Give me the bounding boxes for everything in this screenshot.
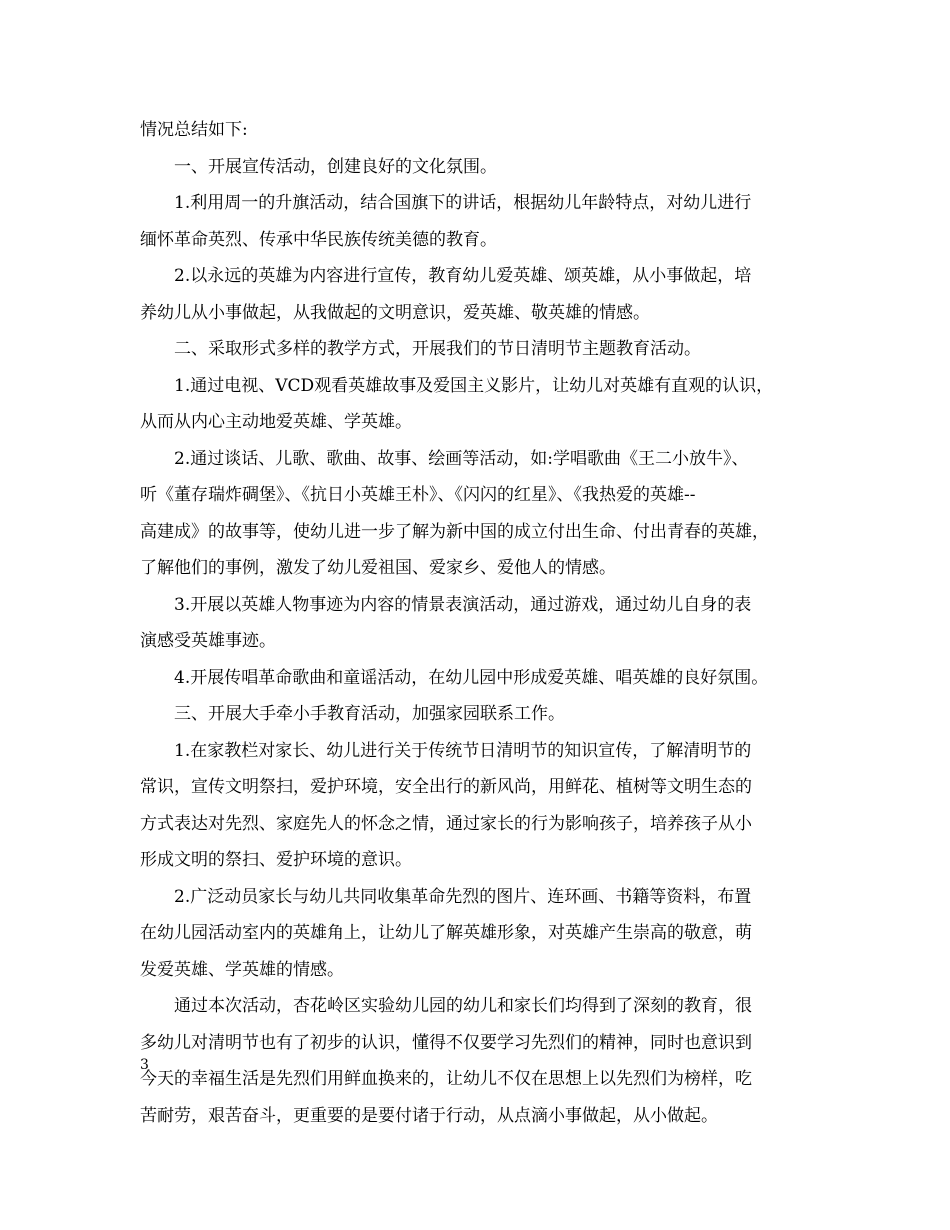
text-line: 2.广泛动员家长与幼儿共同收集革命先烈的图片、连环画、书籍等资料，布置 [174,886,752,907]
text-line: 高建成》的故事等，使幼儿进一步了解为新中国的成立付出生命、付出青春的英雄， [140,521,769,542]
text-line: 缅怀革命英烈、传承中华民族传统美德的教育。 [140,229,497,250]
text-line: 1.通过电视、VCD观看英雄故事及爱国主义影片，让幼儿对英雄有直观的认识， [174,375,774,396]
text-line: 常识，宣传文明祭扫，爱护环境，安全出行的新风尚，用鲜花、植树等文明生态的 [140,777,752,797]
text-line: 方式表达对先烈、家庭先人的怀念之情，通过家长的行为影响孩子，培养孩子从小 [140,813,752,834]
text-line: 演感受英雄事迹。 [140,631,276,651]
text-line: 形成文明的祭扫、爱护环境的意识。 [140,850,412,870]
page-number: 3 [140,1057,149,1073]
text-line: 1.在家教栏对家长、幼儿进行关于传统节日清明节的知识宣传，了解清明节的 [174,740,752,761]
text-line: 情况总结如下: [140,120,248,140]
text-line: 一、开展宣传活动，创建良好的文化氛围。 [174,156,497,177]
text-line: 了解他们的事例，激发了幼儿爱祖国、爱家乡、爱他人的情感。 [140,558,616,578]
text-line: 通过本次活动，杏花岭区实验幼儿园的幼儿和家长们均得到了深刻的教育，很 [174,996,752,1016]
text-line: 二、采取形式多样的教学方式，开展我们的节日清明节主题教育活动。 [174,339,701,359]
text-line: 2.以永远的英雄为内容进行宣传，教育幼儿爱英雄、颂英雄，从小事做起，培 [174,266,752,286]
text-line: 4.开展传唱革命歌曲和童谣活动，在幼儿园中形成爱英雄、唱英雄的良好氛围。 [174,667,769,688]
text-line: 从而从内心主动地爱英雄、学英雄。 [140,412,412,432]
text-line: 1.利用周一的升旗活动，结合国旗下的讲话，根据幼儿年龄特点，对幼儿进行 [174,193,752,213]
text-line: 苦耐劳，艰苦奋斗，更重要的是要付诸于行动，从点滴小事做起，从小做起。 [140,1105,718,1126]
text-line: 发爱英雄、学英雄的情感。 [140,959,344,980]
text-line: 多幼儿对清明节也有了初步的认识，懂得不仅要学习先烈们的精神，同时也意识到 [140,1032,752,1053]
text-line: 今天的幸福生活是先烈们用鲜血换来的，让幼儿不仅在思想上以先烈们为榜样，吃 [140,1069,752,1089]
text-line: 在幼儿园活动室内的英雄角上，让幼儿了解英雄形象，对英雄产生崇高的敬意，萌 [140,923,752,943]
text-line: 听《董存瑞炸碉堡》、《抗日小英雄王朴》、《闪闪的红星》、《我热爱的英雄-- [140,485,696,505]
text-line: 2.通过谈话、儿歌、歌曲、故事、绘画等活动，如:学唱歌曲《王二小放牛》、 [174,448,749,469]
text-line: 3.开展以英雄人物事迹为内容的情景表演活动，通过游戏，通过幼儿自身的表 [174,594,752,615]
text-line: 养幼儿从小事做起，从我做起的文明意识，爱英雄、敬英雄的情感。 [140,302,650,323]
text-line: 三、开展大手牵小手教育活动，加强家园联系工作。 [174,704,565,724]
document-body [140,112,820,1134]
